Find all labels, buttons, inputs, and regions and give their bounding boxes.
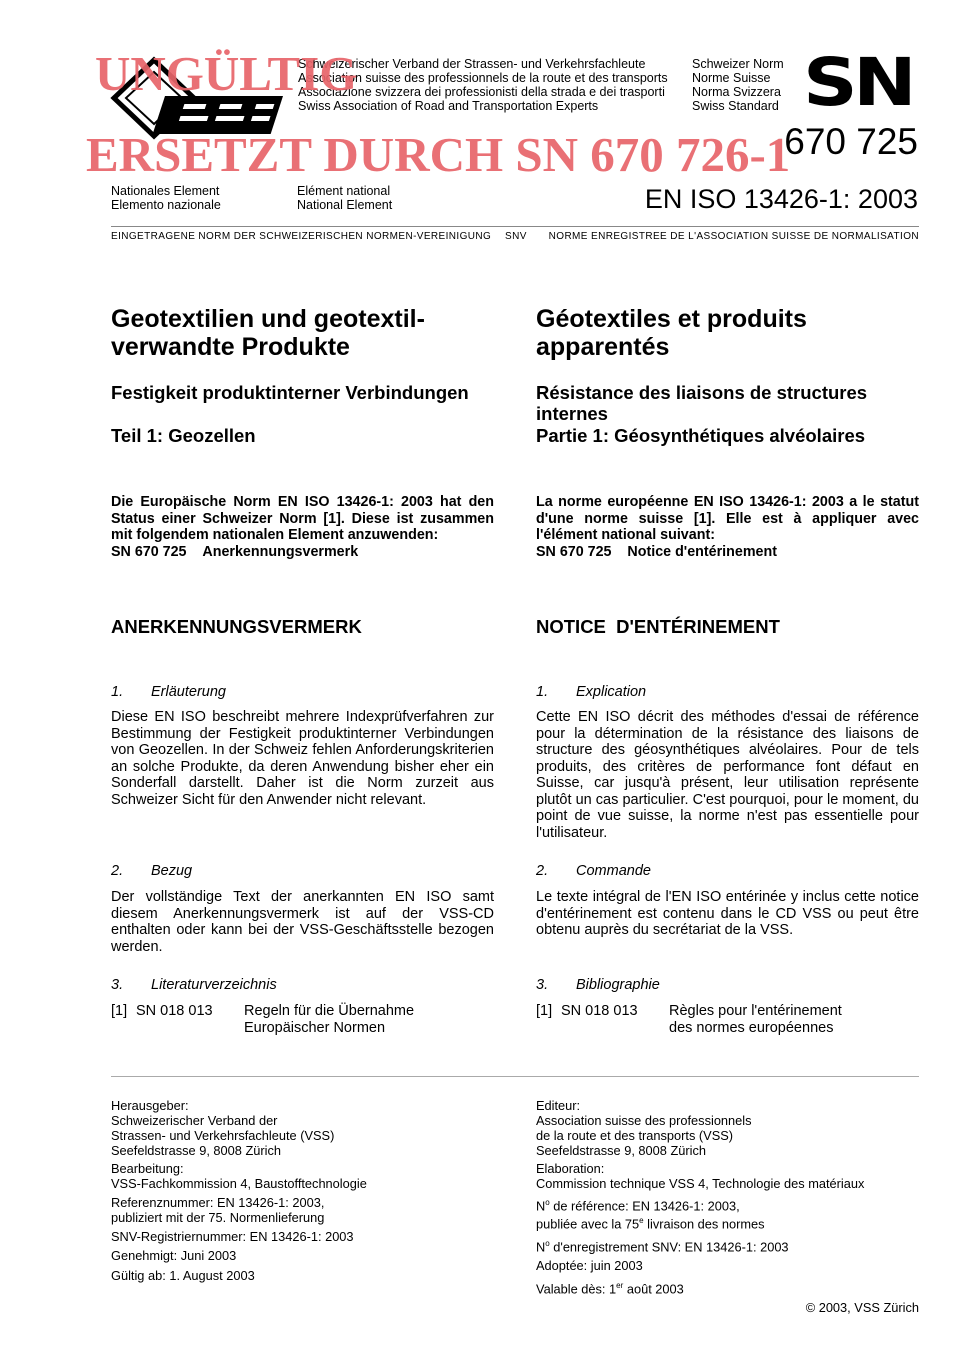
footer-de: Herausgeber: Schweizerischer Verband der Strassen- und Verkehrsfachleute (VSS) Seefeldstrasse 9, 8008 Zürich Bearbeitung: VSS-Fachkommission 4, Baustofftechnologie Referenznummer: EN 13426-1: 2003, publiziert mit der 75. Normenlieferung SNV-Registriernummer: EN 13426-1: 2003 Genehmigt: Juni 2003 Gültig ab: 1. August 2003 bbox=[111, 1098, 367, 1283]
en-iso-number: EN ISO 13426-1: 2003 bbox=[644, 184, 918, 214]
element-label: Nationales Element bbox=[111, 184, 220, 198]
de-title: Geotextilien und geotextil- verwandte Produkte bbox=[111, 305, 425, 361]
fr-title: Géotextiles et produits apparentés bbox=[536, 305, 807, 361]
de-section-title: ANERKENNUNGSVERMERK bbox=[111, 616, 362, 637]
element-label: National Element bbox=[297, 198, 393, 212]
de-s1-text: Diese EN ISO beschreibt mehrere Indexprüfverfahren zur Bestimmung der Festigkeit produktinterner Verbindungen von Geozellen. In der Schweiz fehlen Anforderungskriterien an solche Produkte, da deren Anwendung bisher eher ein Sonderfall darstellt. Daher ist die Norm zurzeit aus Schweizer Sicht für den Anwender nicht relevant. bbox=[111, 709, 494, 808]
norm-line: Swiss Standard bbox=[692, 99, 779, 113]
de-part: Teil 1: Geozellen bbox=[111, 425, 256, 446]
registered-left: EINGETRAGENE NORM DER SCHWEIZERISCHEN NORMEN-VEREINIGUNG bbox=[111, 231, 492, 242]
de-s3-heading: 3. Literaturverzeichnis bbox=[111, 977, 277, 993]
fr-intro: La norme européenne EN ISO 13426-1: 2003 a le statut d'une norme suisse [1]. Elle est à appliquer avec l'élément national suivant: SN 670 725 Notice d'entérinement bbox=[536, 494, 919, 560]
de-s2-heading: 2. Bezug bbox=[111, 863, 193, 879]
invalid-stamp-line2: ERSETZT DURCH SN 670 726-1 bbox=[86, 127, 791, 182]
association-line: Associazione svizzera dei professionisti della strada e dei trasporti bbox=[298, 85, 665, 99]
fr-s3-heading: 3. Bibliographie bbox=[536, 977, 660, 993]
association-line: Association suisse des professionnels de la route et des transports bbox=[298, 71, 668, 85]
fr-subtitle: Résistance des liaisons de structures internes bbox=[536, 382, 868, 424]
fr-part: Partie 1: Géosynthétiques alvéolaires bbox=[536, 425, 866, 446]
de-subtitle: Festigkeit produktinterner Verbindungen bbox=[111, 382, 469, 403]
header-divider bbox=[111, 226, 919, 227]
association-line: Swiss Association of Road and Transportation Experts bbox=[298, 99, 599, 113]
element-label: Elemento nazionale bbox=[111, 198, 221, 212]
invalid-stamp-line1: UNGÜLTIG bbox=[95, 46, 358, 101]
de-s2-text: Der vollständige Text der anerkannten EN ISO samt diesem Anerkennungsvermerk ist auf der VSS-CD enthalten oder kann bei der VSS-Geschäftsstelle bezogen werden. bbox=[111, 889, 494, 955]
registered-right: NORME ENREGISTREE DE L'ASSOCIATION SUISSE DE NORMALISATION bbox=[548, 231, 919, 242]
sn-logo: SN bbox=[803, 44, 912, 121]
element-label-fr bbox=[297, 184, 392, 212]
norm-line: Norme Suisse bbox=[692, 71, 771, 85]
footer-fr: Editeur: Association suisse des professionnels de la route et des transports (VSS) Seefeldstrasse 9, 8008 Zürich Elaboration: Commission technique VSS 4, Technologie des matériaux $N^o$ de référence: EN 13426-1: 2003, publiée avec la 75e livraison des normes $N^o$ d'enregistrement SNV: EN 13426-1: 2003 Adoptée: juin 2003 Valable dès: 1er août 2003 bbox=[536, 1098, 865, 1297]
footer-divider bbox=[111, 1076, 919, 1077]
fr-s2-text: Le texte intégral de l'EN ISO entérinée y inclus cette notice d'entérinement est contenu dans le CD VSS ou peut être obtenu auprès du secrétariat de la VSS. bbox=[536, 889, 919, 938]
norm-line: Schweizer Norm bbox=[692, 57, 784, 71]
fr-literature-item: [1] SN 018 013 Règles pour l'entérinement des normes européennes bbox=[536, 1003, 842, 1036]
association-line: Schweizerischer Verband der Strassen- und Verkehrsfachleute bbox=[298, 57, 646, 71]
norm-number: 670 725 bbox=[784, 121, 918, 162]
fr-s1-text: Cette EN ISO décrit des méthodes d'essai de référence pour la détermination de la résistance des liaisons de structure des géosynthétiques alvéolaires. Pour de tels produits, des critères de performance font défaut en Suisse, car jusqu'à présent, leur utilisation représente plutôt un cas particulier. C'est pourquoi, pour le moment, du point de vue suisse, la norme n'est pas essentielle pour l'utilisateur. bbox=[536, 709, 919, 841]
de-s1-heading: 1. Erläuterung bbox=[111, 684, 226, 700]
fr-s2-heading: 2. Commande bbox=[536, 863, 651, 879]
de-intro: Die Europäische Norm EN ISO 13426-1: 2003 hat den Status einer Schweizer Norm [1]. Diese ist zusammen mit folgendem nationalen Element anzuwenden: SN 670 725 Anerkennungsvermerk bbox=[111, 494, 494, 560]
fr-section-title: NOTICE D'ENTÉRINEMENT bbox=[536, 616, 780, 637]
copyright: © 2003, VSS Zürich bbox=[805, 1300, 919, 1315]
norm-type-names bbox=[692, 57, 784, 113]
norm-line: Norma Svizzera bbox=[692, 85, 781, 99]
de-literature-item: [1] SN 018 013 Regeln für die Übernahme Europäischer Normen bbox=[111, 1003, 415, 1036]
fr-s1-heading: 1. Explication bbox=[536, 684, 647, 700]
element-label: Elément national bbox=[297, 184, 391, 198]
registered-mid: SNV bbox=[505, 231, 527, 242]
element-label-de bbox=[111, 184, 221, 212]
